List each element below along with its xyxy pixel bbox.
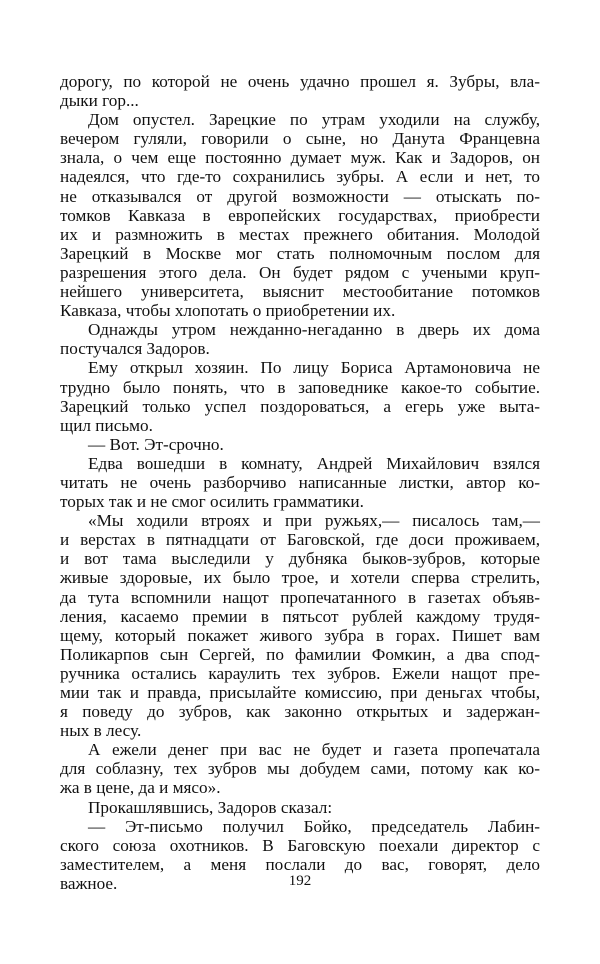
paragraph bbox=[60, 798, 540, 817]
text-line: для соблазну, тех зубров мы добудем сами, потому как ко- bbox=[60, 759, 540, 779]
text-line: Дом опустел. Зарецкие по утрам уходили на службу, bbox=[88, 110, 540, 130]
text-line: и вот тама выследили у дубняка быков-зубров, которые bbox=[60, 549, 540, 569]
text-line: Едва вошедши в комнату, Андрей Михайлович взялся bbox=[88, 453, 540, 473]
text-line: томков Кавказа в европейских государствах, приобрести bbox=[60, 205, 540, 225]
text-line: Зарецкий только успел поздороваться, а егерь уже выта- bbox=[60, 396, 540, 416]
text-line: живые здоровые, их было трое, и хотели сперва стрелить, bbox=[60, 568, 540, 588]
paragraph bbox=[60, 435, 540, 454]
text-line: щил письмо. bbox=[60, 415, 153, 435]
text-line: мии так и правда, присылайте комиссию, при деньгах чтобы, bbox=[60, 683, 540, 702]
book-page-text bbox=[60, 72, 540, 893]
text-line: ных в лесу. bbox=[60, 721, 142, 741]
text-line: надеялся, что где-то сохранились зубры. А если и нет, то bbox=[60, 167, 540, 187]
text-line: вечером гуляли, говорили о сыне, но Данута Францевна bbox=[60, 129, 540, 149]
text-line: нейшего университета, выяснит местообитание потомков bbox=[60, 282, 540, 302]
text-line: читать не очень разборчиво написанные листки, автор ко- bbox=[60, 472, 540, 492]
text-line: не отказывался от другой возможности — отыскать по- bbox=[60, 186, 540, 206]
text-line: ления, касаемо премии в пятьсот рублей каждому трудя- bbox=[60, 606, 540, 626]
text-line: — Эт-письмо получил Бойко, председатель Лабин- bbox=[88, 816, 540, 836]
text-line: Поликарпов сын Сергей, по фамилии Фомкин, а два спод- bbox=[60, 644, 540, 664]
text-line: и верстах в пятнадцати от Баговской, где доси проживаем, bbox=[60, 530, 540, 550]
paragraph bbox=[60, 511, 540, 740]
text-line: Однажды утром нежданно-негаданно в дверь их дома bbox=[88, 320, 540, 340]
paragraph bbox=[60, 740, 540, 797]
text-line: разрешения этого дела. Он будет рядом с учеными круп- bbox=[60, 262, 540, 282]
text-line: Зарецкий в Москве мог стать полномочным послом для bbox=[60, 243, 540, 263]
text-line: Прокашлявшись, Задоров сказал: bbox=[88, 797, 333, 817]
text-line: важное. bbox=[60, 873, 118, 893]
text-line: дорогу, по которой не очень удачно прошел я. Зубры, вла- bbox=[60, 72, 540, 91]
text-line: Кавказа, чтобы хлопотать о приобретении их. bbox=[60, 301, 396, 321]
paragraph bbox=[60, 110, 540, 320]
text-line: постучался Задоров. bbox=[60, 339, 210, 359]
page-number: 192 bbox=[288, 873, 312, 889]
paragraph bbox=[60, 72, 540, 110]
paragraph bbox=[60, 320, 540, 358]
text-line: ского союза охотников. В Баговскую поехали директор с bbox=[60, 835, 540, 855]
text-line: ручника остались караулить тех зубров. Ежели нащот пре- bbox=[60, 663, 540, 683]
text-line: дыки гор... bbox=[60, 91, 139, 111]
text-line: А ежели денег при вас не будет и газета пропечатала bbox=[88, 740, 540, 760]
text-line: я поведу до зубров, как законно открытых и задержан- bbox=[60, 702, 540, 722]
text-line: торых так и не смог осилить грамматики. bbox=[60, 492, 364, 512]
paragraph bbox=[60, 454, 540, 511]
text-line: знала, о чем еще постоянно думает муж. Как и Задоров, он bbox=[60, 148, 540, 168]
text-line: жа в цене, да и мясо». bbox=[60, 778, 221, 798]
text-line: заместителем, а меня послали до вас, говорят, дело bbox=[60, 854, 540, 874]
text-line: их и размножить в местах прежнего обитания. Молодой bbox=[60, 224, 540, 244]
text-line: — Вот. Эт-срочно. bbox=[88, 434, 224, 454]
text-line: трудно было понять, что в заповеднике какое-то событие. bbox=[60, 377, 540, 397]
text-line: щему, который покажет живого зубра в горах. Пишет вам bbox=[60, 625, 540, 645]
paragraph bbox=[60, 358, 540, 434]
text-line: да тута вспомнили нащот пропечатанного в газетах объяв- bbox=[60, 587, 540, 607]
text-line: Ему открыл хозяин. По лицу Бориса Артамоновича не bbox=[88, 358, 540, 378]
text-line: «Мы ходили втроях и при ружьях,— писалось там,— bbox=[88, 511, 540, 531]
